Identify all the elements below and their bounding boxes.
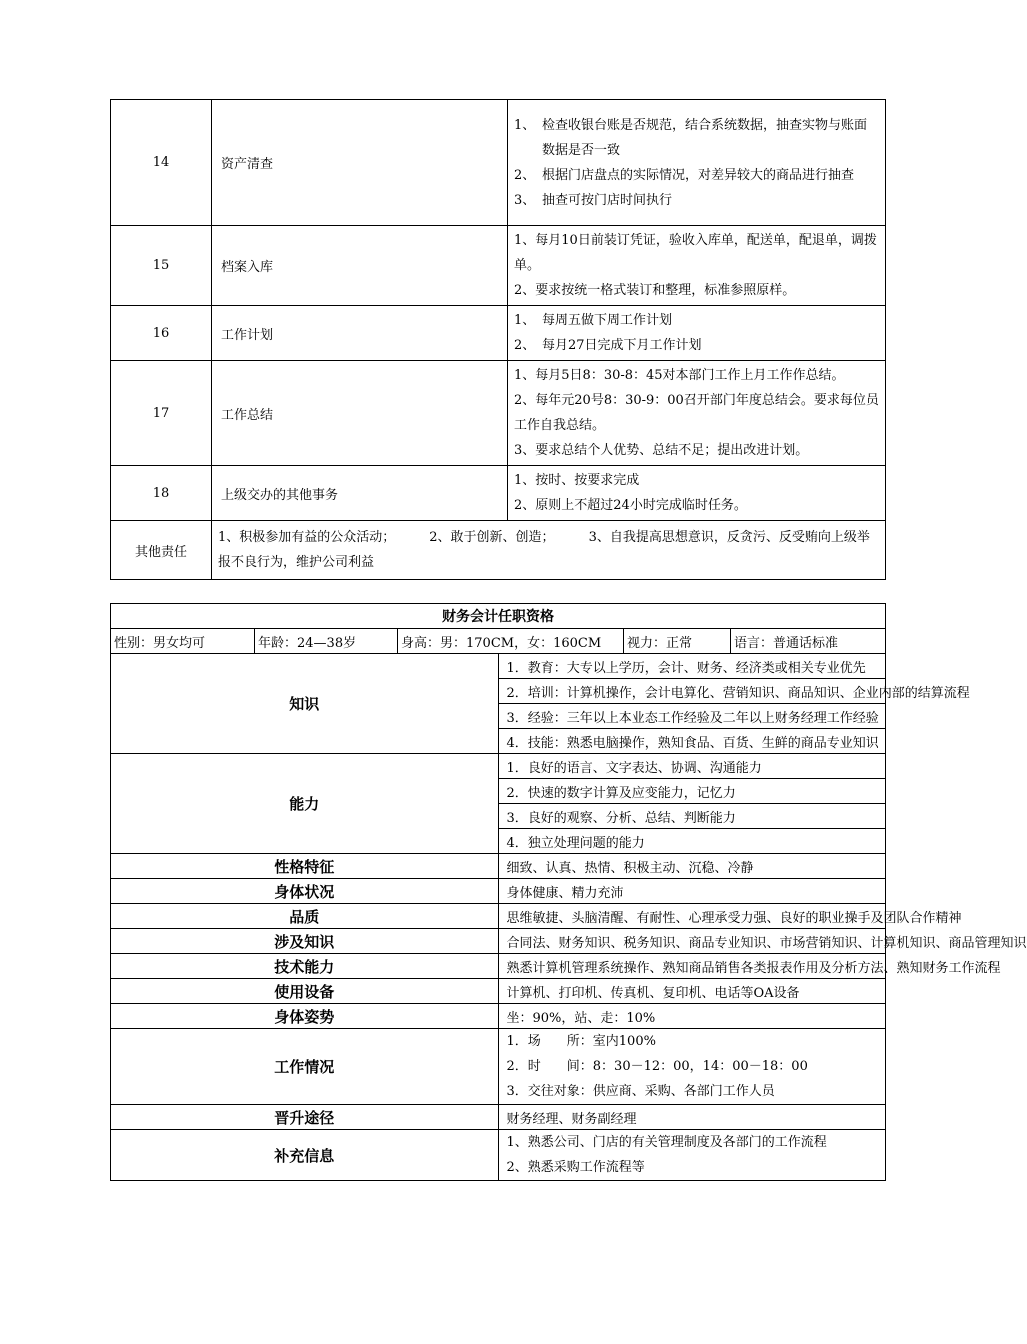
extra-line: 1、熟悉公司、门店的有关管理制度及各部门的工作流程: [506, 1135, 827, 1150]
duty-description: [508, 226, 886, 306]
qualification-table: [110, 603, 1027, 1181]
health-value: 身体健康、精力充沛: [498, 879, 886, 904]
promotion-value: 财务经理、财务副经理: [498, 1105, 886, 1130]
other-label: 其他责任: [111, 521, 212, 580]
other-responsibilities: 1、积极参加有益的公众活动； 2、敢于创新、创造； 3、自我提高思想意识，反贪污、反受贿向上级举报不良行为，维护公司利益: [212, 521, 886, 580]
numbered-line: 2、 每月27日完成下月工作计划: [514, 338, 702, 353]
personality-value: 细致、认真、热情、积极主动、沉稳、冷静: [498, 854, 886, 879]
table-row: [111, 521, 886, 580]
description-line: 3、要求总结个人优势、总结不足；提出改进计划。: [514, 443, 809, 458]
table-row: [111, 306, 886, 361]
knowledge-item: 4．技能：熟悉电脑操作，熟知食品、百货、生鲜的商品专业知识: [498, 729, 886, 754]
duty-description: [508, 361, 886, 466]
work-situation-label: 工作情况: [111, 1029, 499, 1105]
table-row: [111, 466, 886, 521]
duty-description: [508, 100, 886, 226]
row-number: 16: [111, 306, 212, 361]
table-title: 财务会计任职资格: [111, 604, 886, 629]
row-number: 15: [111, 226, 212, 306]
numbered-line: 1、 每周五做下周工作计划: [514, 313, 673, 328]
duty-item: 工作总结: [212, 361, 508, 466]
duty-description: [508, 466, 886, 521]
age-cell: 年龄：24—38岁: [255, 629, 398, 653]
ability-item: 2．快速的数字计算及应变能力，记忆力: [498, 779, 886, 804]
duty-item: 工作计划: [212, 306, 508, 361]
description-line: 1、每月10日前装订凭证，验收入库单，配送单，配退单，调拨单。: [514, 233, 877, 273]
duty-description: [508, 306, 886, 361]
tech-skill-label: 技术能力: [111, 954, 499, 979]
height-cell: 身高：男：170CM，女：160CM: [398, 629, 624, 653]
related-knowledge-value: 合同法、财务知识、税务知识、商品专业知识、市场营销知识、计算机知识、商品管理知识: [498, 929, 886, 954]
ability-label: 能力: [111, 754, 499, 854]
description-line: 2、要求按统一格式装订和整理，标准参照原样。: [514, 283, 796, 298]
health-label: 身体状况: [111, 879, 499, 904]
table-row: [111, 100, 886, 226]
ability-item: 3．良好的观察、分析、总结、判断能力: [498, 804, 886, 829]
table-row: [111, 226, 886, 306]
work-line: 1．场 所：室内100%: [506, 1034, 656, 1049]
description-line: 1、按时、按要求完成: [514, 473, 640, 488]
posture-label: 身体姿势: [111, 1004, 499, 1029]
equipment-value: 计算机、打印机、传真机、复印机、电话等OA设备: [498, 979, 886, 1004]
ability-item: 4．独立处理问题的能力: [498, 829, 886, 854]
description-line: 2、原则上不超过24小时完成临时任务。: [514, 498, 747, 513]
work-line: 2．时 间：8：30－12：00，14：00－18：00: [506, 1059, 808, 1074]
row-number: 14: [111, 100, 212, 226]
knowledge-item: 3．经验：三年以上本业态工作经验及二年以上财务经理工作经验: [498, 704, 886, 729]
table-row: [111, 361, 886, 466]
personality-label: 性格特征: [111, 854, 499, 879]
duty-item: 档案入库: [212, 226, 508, 306]
quality-label: 品质: [111, 904, 499, 929]
gender-cell: 性别：男女均可: [111, 629, 255, 653]
row-number: 17: [111, 361, 212, 466]
work-situation-value: [498, 1029, 886, 1105]
work-line: 3．交往对象：供应商、采购、各部门工作人员: [506, 1084, 775, 1099]
duties-table: [110, 99, 886, 580]
numbered-line: 3、 抽查可按门店时间执行: [514, 192, 673, 208]
ability-item: 1．良好的语言、文字表达、协调、沟通能力: [498, 754, 886, 779]
duty-item: 上级交办的其他事务: [212, 466, 508, 521]
related-knowledge-label: 涉及知识: [111, 929, 499, 954]
equipment-label: 使用设备: [111, 979, 499, 1004]
vision-cell: 视力：正常: [624, 629, 731, 653]
knowledge-label: 知识: [111, 654, 499, 754]
row-number: 18: [111, 466, 212, 521]
language-cell: 语言：普通话标准: [731, 629, 886, 653]
numbered-line: 1、 检查收银台账是否规范，结合系统数据，抽查实物与账面数据是否一致: [514, 117, 868, 158]
extra-line: 2、熟悉采购工作流程等: [506, 1160, 645, 1175]
tech-skill-value: 熟悉计算机管理系统操作、熟知商品销售各类报表作用及分析方法、熟知财务工作流程: [498, 954, 886, 979]
description-line: 2、每年元20号8：30-9：00召开部门年度总结会。要求每位员工作自我总结。: [514, 393, 879, 433]
numbered-line: 2、 根据门店盘点的实际情况，对差异较大的商品进行抽查: [514, 167, 855, 183]
quality-value: 思维敏捷、头脑清醒、有耐性、心理承受力强、良好的职业操手及团队合作精神: [498, 904, 886, 929]
knowledge-item: 1．教育：大专以上学历，会计、财务、经济类或相关专业优先: [498, 654, 886, 679]
knowledge-item: 2．培训：计算机操作，会计电算化、营销知识、商品知识、企业内部的结算流程: [498, 679, 886, 704]
duty-item: 资产清查: [212, 100, 508, 226]
basic-info-row: [111, 629, 885, 653]
promotion-label: 晋升途径: [111, 1105, 499, 1130]
description-line: 1、每月5日8：30-8：45对本部门工作上月工作作总结。: [514, 368, 845, 383]
extra-info-value: [498, 1130, 886, 1181]
extra-info-label: 补充信息: [111, 1130, 499, 1181]
posture-value: 坐：90%，站、走：10%: [498, 1004, 886, 1029]
